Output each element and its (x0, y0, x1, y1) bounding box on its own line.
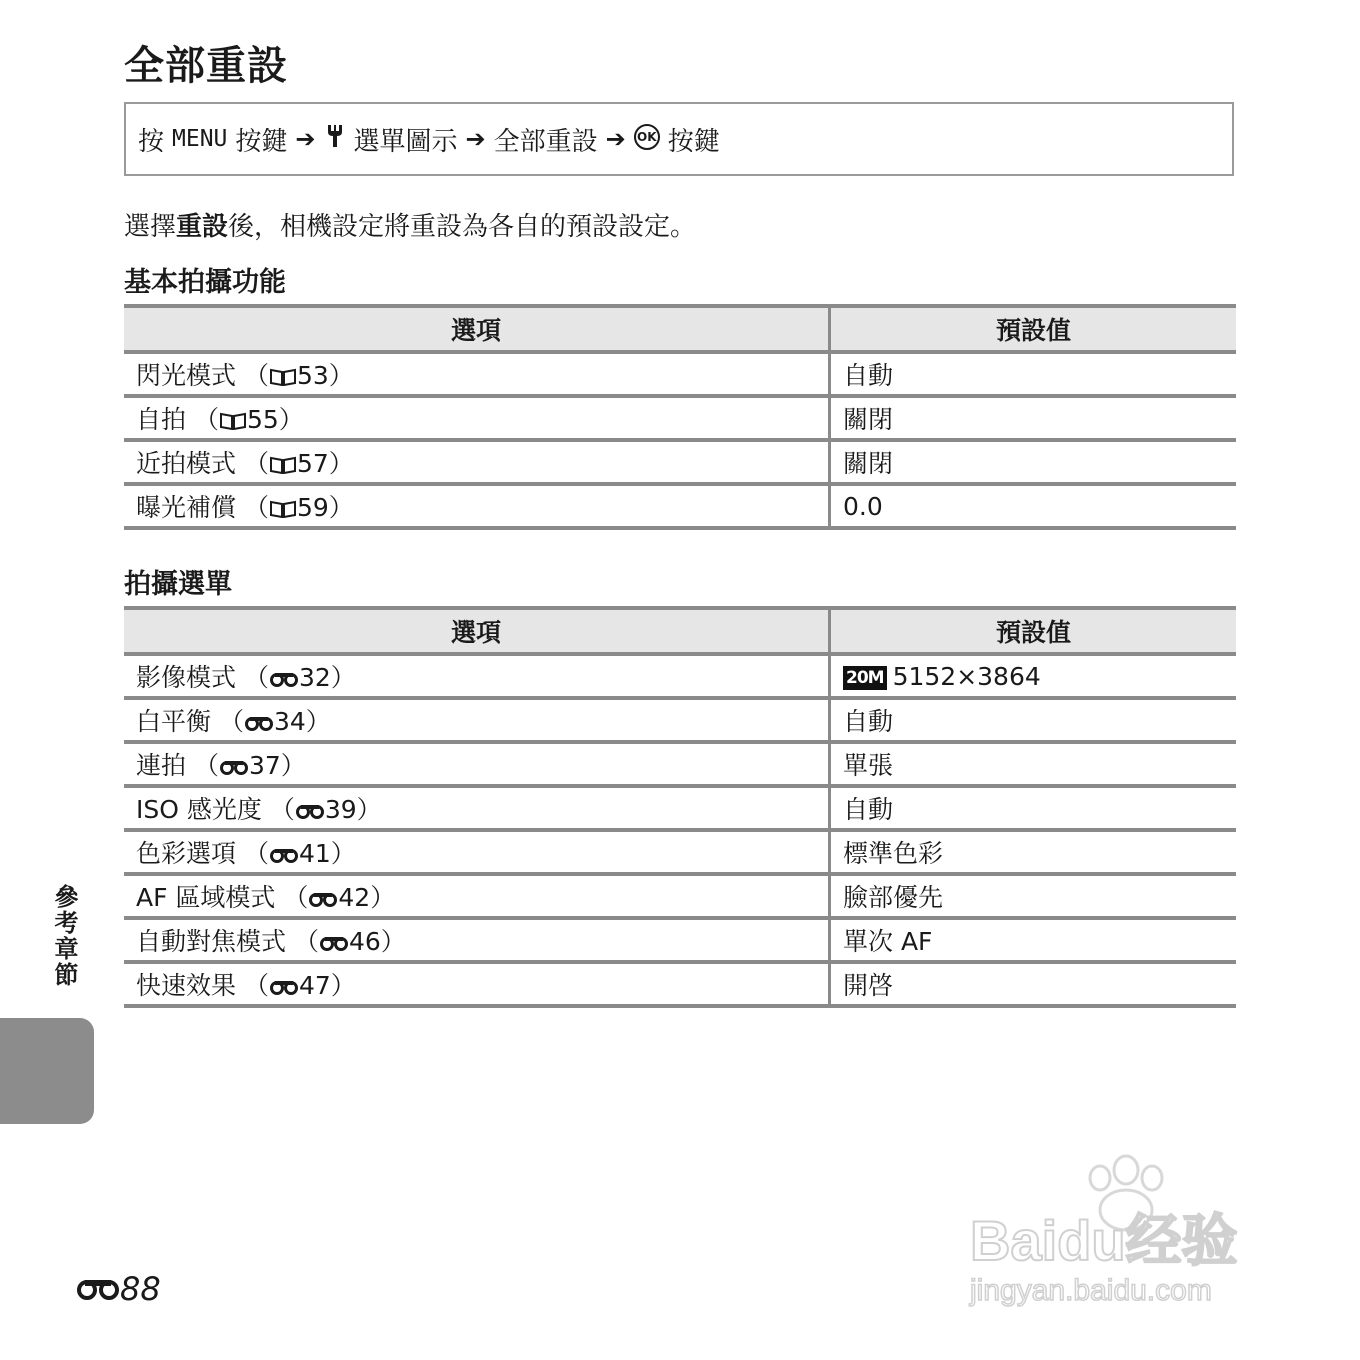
intro-after: 後，相機設定將重設為各自的預設設定。 (228, 212, 697, 242)
option-cell (124, 352, 830, 396)
option-label: ISO 感光度 （ (136, 795, 295, 824)
option-cell (124, 830, 830, 874)
default-value-cell (830, 698, 1237, 742)
option-cell (124, 698, 830, 742)
default-value: 關閉 (843, 405, 894, 434)
default-value-cell (830, 742, 1237, 786)
option-label: 近拍模式 （ (136, 449, 269, 478)
header-default: 預設值 (830, 608, 1237, 654)
intro-before: 選擇 (124, 212, 177, 242)
default-value: 開啓 (843, 971, 894, 1000)
option-label: 影像模式 （ (136, 663, 269, 692)
default-value-cell (830, 484, 1237, 528)
page-ref-book-icon (269, 456, 297, 474)
option-ref: 47） (298, 971, 356, 1000)
default-value-cell (830, 918, 1237, 962)
option-ref: 46） (348, 927, 406, 956)
section-title-shooting: 拍攝選單 (124, 569, 232, 600)
table-row (124, 654, 1236, 698)
table-row (124, 440, 1236, 484)
table-row (124, 742, 1236, 786)
option-cell (124, 440, 830, 484)
default-value-cell (830, 654, 1237, 698)
option-ref: 53） (296, 361, 354, 390)
table-row (124, 918, 1236, 962)
intro-text (124, 206, 696, 243)
reference-e-icon (76, 1277, 120, 1301)
default-value: 關閉 (843, 449, 894, 478)
option-label: 快速效果 （ (136, 971, 269, 1000)
option-cell (124, 874, 830, 918)
default-value: 自動 (843, 795, 894, 824)
arrow-icon: ➔ (465, 125, 486, 153)
menu-button-label: MENU (172, 126, 228, 152)
table-row (124, 962, 1236, 1006)
default-value-cell (830, 396, 1237, 440)
nav-press: 按 (138, 126, 165, 157)
table-row (124, 874, 1236, 918)
table-row (124, 352, 1236, 396)
default-value: 自動 (843, 361, 894, 390)
default-value-cell (830, 786, 1237, 830)
default-value: 5152×3864 (892, 661, 1041, 691)
option-ref: 41） (298, 839, 356, 868)
reference-e-icon (308, 891, 338, 907)
option-label: 色彩選項 （ (136, 839, 269, 868)
reference-e-icon (295, 803, 325, 819)
wrench-icon (324, 123, 346, 156)
side-chapter-label: 參考章節 (50, 884, 78, 988)
default-value: 0.0 (843, 491, 883, 521)
option-ref: 42） (338, 883, 396, 912)
basic-settings-table (124, 304, 1236, 530)
default-value: 單張 (843, 751, 894, 780)
page-ref-book-icon (219, 412, 247, 430)
menu-path-box (124, 102, 1234, 176)
option-label: 自拍 （ (136, 405, 219, 434)
option-cell (124, 962, 830, 1006)
table-row (124, 830, 1236, 874)
section-title-basic: 基本拍攝功能 (124, 267, 286, 298)
option-cell (124, 742, 830, 786)
default-value-cell (830, 440, 1237, 484)
option-ref: 34） (273, 707, 331, 736)
table-row (124, 396, 1236, 440)
watermark-url: jingyan.baidu.com (970, 1274, 1212, 1307)
ok-button-icon: OK (634, 124, 660, 150)
option-cell (124, 786, 830, 830)
side-chapter-tab (0, 1018, 94, 1124)
nav-key-2: 按鍵 (667, 126, 720, 157)
default-value: 標準色彩 (843, 839, 944, 868)
default-value: 單次 AF (843, 927, 933, 956)
option-label: 閃光模式 （ (136, 361, 269, 390)
reference-e-icon (319, 935, 349, 951)
header-option: 選項 (124, 608, 830, 654)
reference-e-icon (219, 759, 249, 775)
option-label: 白平衡 （ (136, 707, 244, 736)
watermark-brand: Baidu经验 (970, 1209, 1238, 1272)
nav-reset: 全部重設 (493, 126, 598, 157)
option-cell (124, 484, 830, 528)
option-ref: 59） (296, 493, 354, 522)
option-ref: 37） (248, 751, 306, 780)
shooting-menu-table (124, 606, 1236, 1008)
option-ref: 32） (298, 663, 356, 692)
arrow-icon: ➔ (605, 125, 626, 153)
page-ref-book-icon (269, 500, 297, 518)
default-value: 自動 (843, 707, 894, 736)
default-value-cell (830, 874, 1237, 918)
table-row (124, 484, 1236, 528)
reference-e-icon (269, 671, 299, 687)
option-label: 曝光補償 （ (136, 493, 269, 522)
option-cell (124, 396, 830, 440)
nav-menu-icon-label: 選單圖示 (353, 126, 458, 157)
default-value-cell (830, 962, 1237, 1006)
option-ref: 55） (246, 405, 304, 434)
page-number-value: 88 (120, 1270, 161, 1308)
option-label: 連拍 （ (136, 751, 219, 780)
page-ref-book-icon (269, 368, 297, 386)
arrow-icon: ➔ (295, 125, 316, 153)
table-row (124, 786, 1236, 830)
page-title: 全部重設 (124, 43, 288, 89)
table-row (124, 698, 1236, 742)
option-cell (124, 654, 830, 698)
option-cell (124, 918, 830, 962)
reference-e-icon (244, 715, 274, 731)
default-value: 臉部優先 (843, 883, 944, 912)
default-value-cell (830, 352, 1237, 396)
header-option: 選項 (124, 306, 830, 352)
nav-key-1: 按鍵 (235, 126, 288, 157)
option-label: 自動對焦模式 （ (136, 927, 319, 956)
image-size-icon: 20M (843, 666, 887, 690)
reference-e-icon (269, 979, 299, 995)
reference-e-icon (269, 847, 299, 863)
page-number (76, 1270, 161, 1308)
header-default: 預設值 (830, 306, 1237, 352)
default-value-cell (830, 830, 1237, 874)
option-ref: 39） (324, 795, 382, 824)
option-ref: 57） (296, 449, 354, 478)
option-label: AF 區域模式 （ (136, 883, 309, 912)
watermark-logo (966, 1150, 1286, 1310)
intro-bold: 重設 (176, 212, 229, 242)
